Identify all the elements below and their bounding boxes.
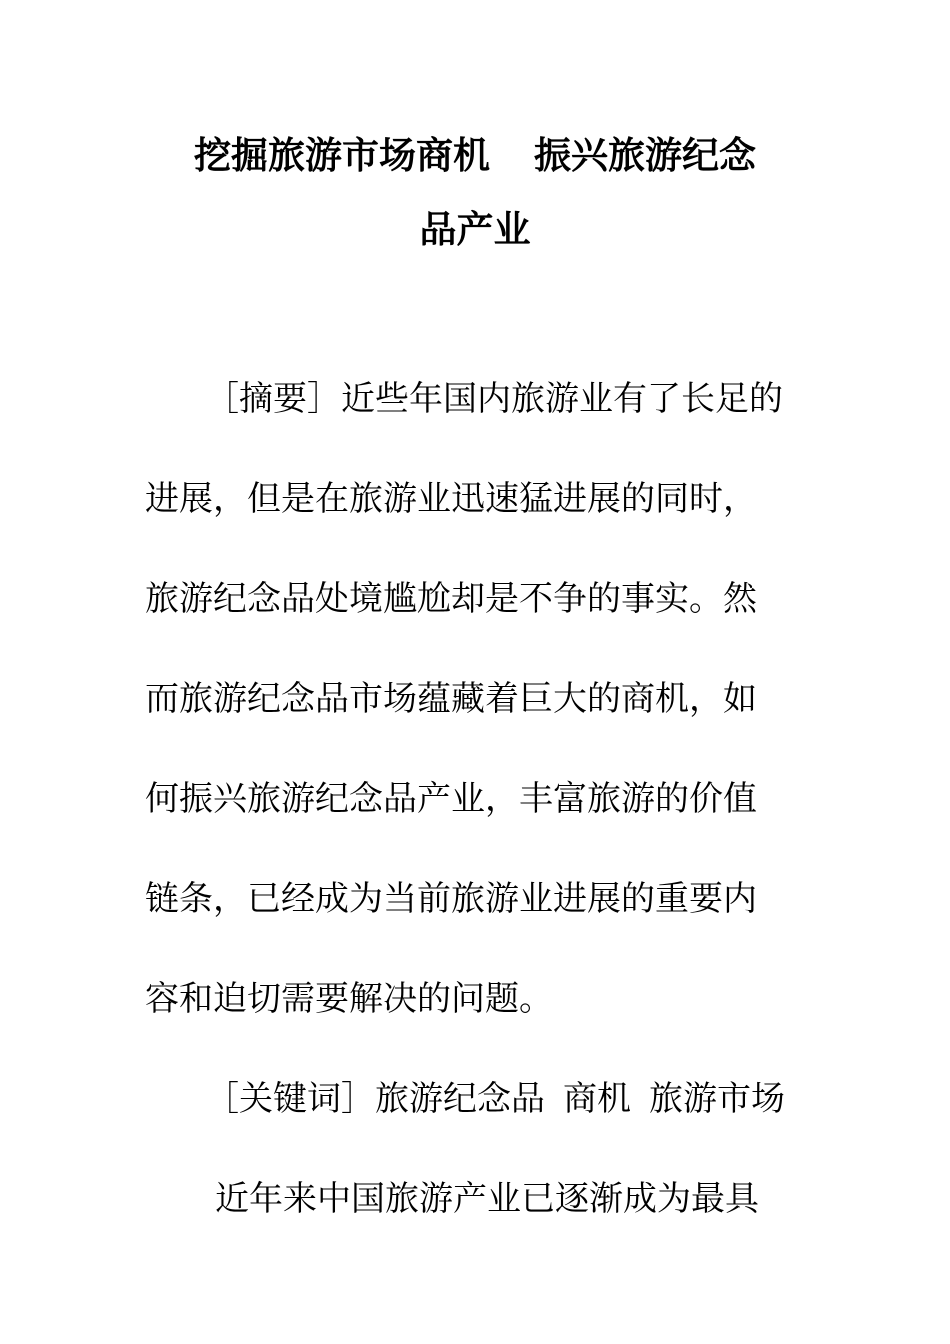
document-title-line-1 (0, 133, 950, 177)
body-paragraph-line-1: 近年来中国旅游产业已逐渐成为最具 (215, 1179, 759, 1219)
abstract-line-4: 而旅游纪念品市场蕴藏着巨大的商机，如 (145, 679, 757, 719)
document-title-line-2: 品产业 (419, 207, 531, 251)
keywords-line (205, 1079, 785, 1119)
keyword-item: 旅游纪念品 (375, 1079, 545, 1119)
abstract-line-1: ［摘要］近些年国内旅游业有了长足的 (205, 379, 783, 419)
abstract-line-6: 链条，已经成为当前旅游业进展的重要内 (145, 879, 757, 919)
abstract-line-3: 旅游纪念品处境尴尬却是不争的事实。然 (145, 579, 757, 619)
keyword-item: 旅游市场 (649, 1079, 785, 1119)
title-part-1: 挖掘旅游市场商机 (194, 133, 490, 177)
keyword-item: 商机 (563, 1079, 631, 1119)
title-part-2: 振兴旅游纪念 (534, 133, 756, 177)
abstract-line-2: 进展，但是在旅游业迅速猛进展的同时， (145, 479, 757, 519)
abstract-line-5: 何振兴旅游纪念品产业，丰富旅游的价值 (145, 779, 757, 819)
abstract-line-7: 容和迫切需要解决的问题。 (145, 979, 553, 1019)
keywords-label: ［关键词］ (205, 1079, 375, 1119)
